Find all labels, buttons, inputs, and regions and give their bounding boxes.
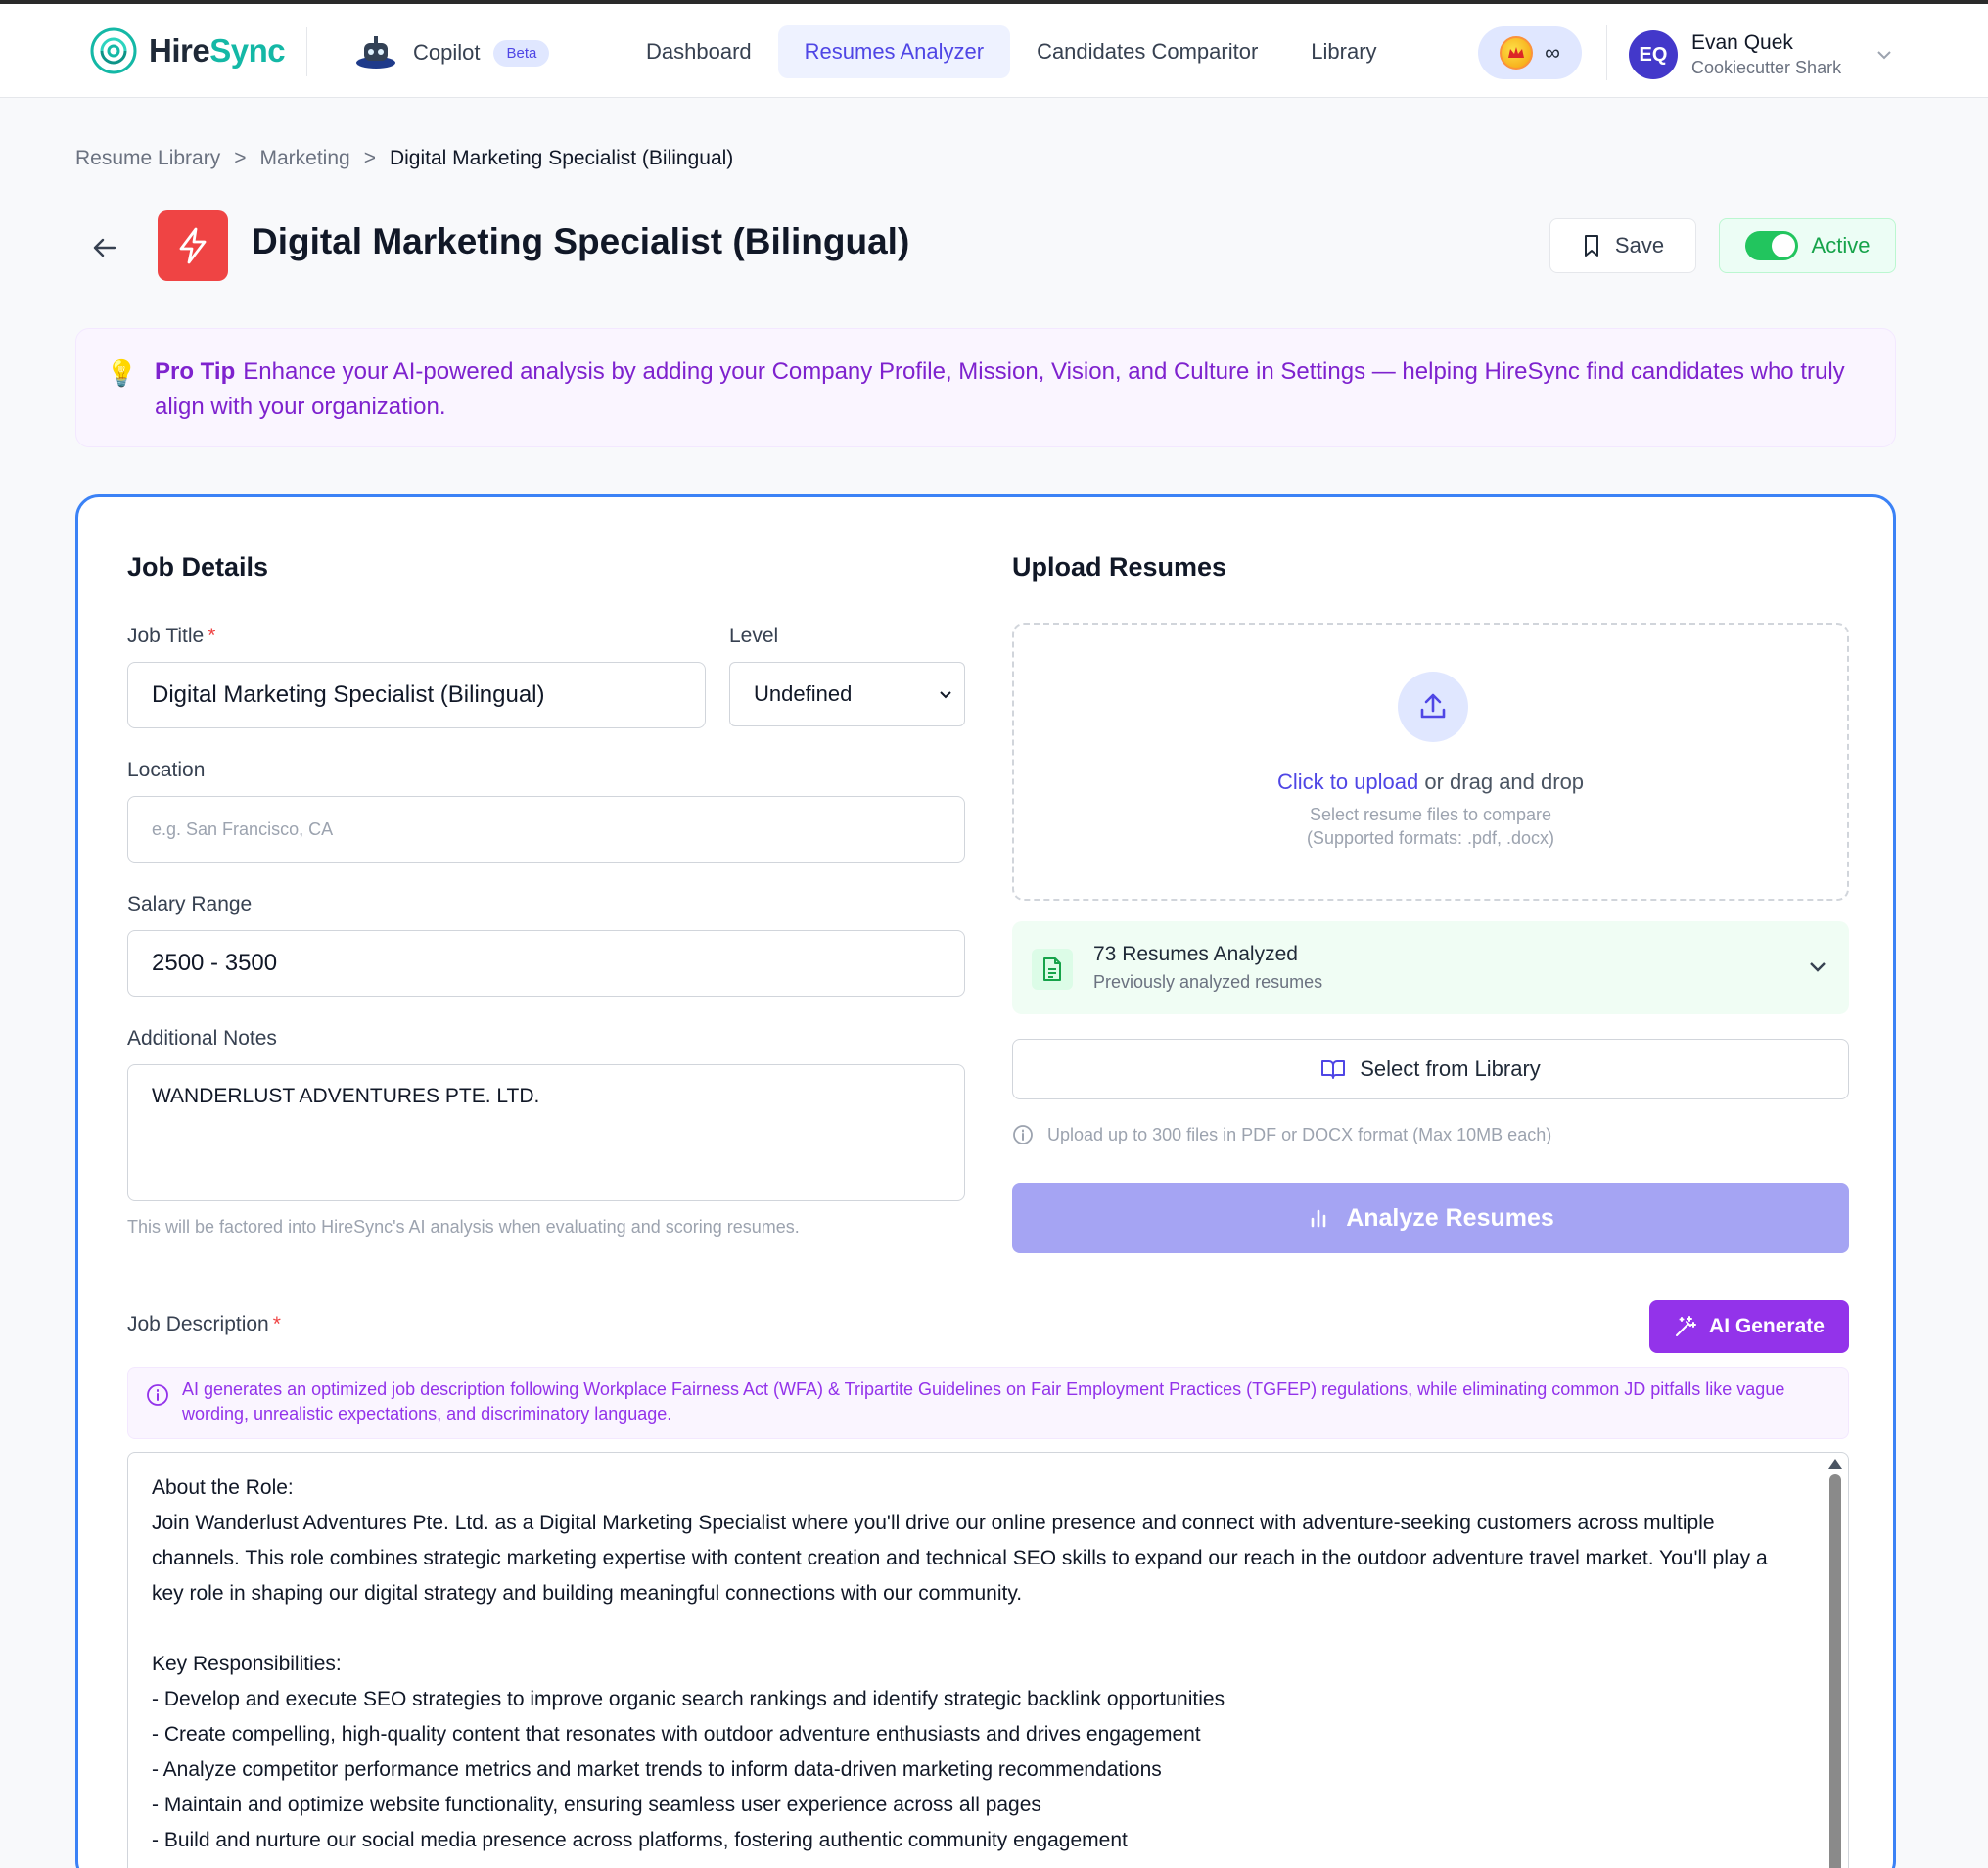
- user-subtitle: Cookiecutter Shark: [1691, 58, 1842, 77]
- location-input[interactable]: e.g. San Francisco, CA: [127, 796, 965, 863]
- resume-dropzone[interactable]: [1012, 623, 1849, 901]
- select-from-library-label: Select from Library: [1360, 1056, 1541, 1081]
- chevron-down-icon: [937, 685, 954, 703]
- nav-resumes-analyzer[interactable]: Resumes Analyzer: [778, 25, 1010, 78]
- pro-tip-label: Pro Tip: [155, 358, 236, 385]
- salary-range-input[interactable]: 2500 - 3500: [127, 930, 965, 997]
- ai-generate-note-text: AI generates an optimized job description following Workplace Fairness Act (WFA) & Tripartite Guidelines on Fair Employment Practices (TGFEP) regulations, while eliminating common JD pitfalls like vague wording, unrealistic expectations, and discriminatory language.: [182, 1379, 1785, 1424]
- breadcrumb-current: Digital Marketing Specialist (Bilingual): [389, 147, 734, 169]
- save-button[interactable]: [1549, 218, 1696, 273]
- chevron-down-icon: [1874, 45, 1894, 65]
- upload-icon: [1398, 672, 1468, 742]
- job-title-input[interactable]: Digital Marketing Specialist (Bilingual): [127, 662, 706, 728]
- copilot-label: Copilot: [413, 40, 481, 65]
- nav-library[interactable]: Library: [1311, 39, 1377, 64]
- ai-generate-button[interactable]: [1649, 1300, 1849, 1353]
- brand-logo-icon: [88, 25, 139, 76]
- copilot-link[interactable]: [352, 31, 549, 74]
- select-from-library-button[interactable]: [1012, 1039, 1849, 1099]
- bar-chart-icon: [1307, 1206, 1330, 1230]
- analyzed-subtitle: Previously analyzed resumes: [1093, 972, 1323, 992]
- status-toggle-button[interactable]: [1719, 218, 1896, 273]
- beta-badge: Beta: [493, 40, 549, 67]
- job-description-scrollbar[interactable]: [1828, 1459, 1842, 1868]
- info-icon: [146, 1383, 169, 1407]
- user-name: Evan Quek: [1691, 31, 1793, 54]
- nav-divider: [306, 27, 307, 76]
- additional-notes-label: Additional Notes: [127, 1027, 277, 1050]
- scrollbar-thumb[interactable]: [1829, 1474, 1841, 1868]
- status-label: Active: [1811, 233, 1871, 257]
- upload-limit-text: Upload up to 300 files in PDF or DOCX format (Max 10MB each): [1047, 1124, 1552, 1144]
- job-title-label: Job Title *: [127, 625, 216, 647]
- page-title: Digital Marketing Specialist (Bilingual): [252, 221, 910, 261]
- pro-tip-message: Enhance your AI-powered analysis by adding your Company Profile, Mission, Vision, and Culture in Settings — helping HireSync find candidates who truly align with your organization.: [155, 358, 1845, 420]
- top-navbar: [0, 4, 1988, 98]
- breadcrumb-separator: >: [363, 147, 376, 169]
- user-menu[interactable]: [1629, 27, 1894, 82]
- back-button[interactable]: [88, 231, 121, 264]
- info-icon: [1012, 1124, 1034, 1145]
- level-value: Undefined: [754, 681, 853, 706]
- job-form-card: [75, 494, 1896, 1868]
- magic-wand-icon: [1674, 1315, 1697, 1338]
- notes-hint: This will be factored into HireSync's AI analysis when evaluating and scoring resumes.: [127, 1217, 800, 1237]
- breadcrumb-marketing[interactable]: Marketing: [259, 147, 350, 169]
- breadcrumb-resume-library[interactable]: Resume Library: [75, 147, 221, 169]
- job-description-label: Job Description *: [127, 1313, 281, 1335]
- ai-generate-label: AI Generate: [1709, 1315, 1825, 1337]
- pro-tip-banner: [75, 328, 1896, 447]
- user-info: [1691, 31, 1841, 78]
- crown-coin-icon: [1500, 36, 1533, 70]
- bookmark-icon: [1582, 234, 1601, 257]
- upload-limit-note: [1012, 1124, 1551, 1145]
- scroll-up-arrow-icon[interactable]: [1828, 1459, 1842, 1469]
- analyze-resumes-button[interactable]: [1012, 1183, 1849, 1253]
- job-description-text: About the Role: Join Wanderlust Adventures Pte. Ltd. as a Digital Marketing Specialist where you'll drive our online presence and connect with adventure-seeking customers across multiple channels. This role combines strategic marketing expertise with content creation and technical SEO skills to expand our reach in the outdoor adventure travel market. You'll play a key role in shaping our digital strategy and building meaningful connections with our community. Key Responsibilities: - Develop and execute SEO strategies to improve organic search rankings and identify strategic backlink opportunities - Create compelling, high-quality content that resonates with outdoor adventure enthusiasts and drives engagement - Analyze competitor performance metrics and market trends to inform data-driven marketing recommendations - Maintain and optimize website functionality, ensuring seamless user experience across all pages - Build and nurture our social media presence across platforms, fostering authentic community engagement: [152, 1476, 1768, 1851]
- book-open-icon: [1320, 1058, 1346, 1080]
- nav-dashboard[interactable]: Dashboard: [646, 39, 752, 64]
- level-select[interactable]: [729, 662, 965, 726]
- arrow-left-icon: [91, 234, 118, 261]
- additional-notes-textarea[interactable]: WANDERLUST ADVENTURES PTE. LTD.: [127, 1064, 965, 1201]
- lightning-icon: [158, 210, 228, 281]
- breadcrumb: [75, 147, 733, 170]
- salary-range-label: Salary Range: [127, 893, 253, 915]
- dropzone-formats: (Supported formats: .pdf, .docx): [1306, 828, 1555, 848]
- location-label: Location: [127, 759, 206, 781]
- job-details-title: Job Details: [127, 552, 269, 582]
- pro-tip-text: [155, 354, 1856, 425]
- status-toggle[interactable]: [1745, 231, 1798, 260]
- analyze-resumes-label: Analyze Resumes: [1346, 1203, 1554, 1232]
- save-label: Save: [1614, 233, 1665, 257]
- nav-candidates-comparitor[interactable]: Candidates Comparitor: [1037, 39, 1259, 64]
- credits-badge[interactable]: [1478, 26, 1582, 79]
- analyzed-resumes-panel[interactable]: [1012, 921, 1849, 1014]
- chevron-down-icon[interactable]: [1806, 955, 1829, 978]
- dropzone-hint: Select resume files to compare: [1309, 805, 1552, 824]
- breadcrumb-separator: >: [234, 147, 247, 169]
- ai-generate-note: [127, 1367, 1849, 1439]
- document-icon: [1032, 949, 1073, 990]
- brand-name: HireSync: [149, 32, 286, 69]
- upload-resumes-title: Upload Resumes: [1012, 552, 1227, 582]
- credits-value: ∞: [1545, 40, 1560, 65]
- lightbulb-icon: 💡: [106, 358, 138, 388]
- main-nav: [620, 25, 1404, 78]
- brand-logo[interactable]: [88, 23, 285, 78]
- click-to-upload-link[interactable]: Click to upload: [1276, 770, 1419, 794]
- avatar: EQ: [1629, 30, 1678, 79]
- job-description-textarea[interactable]: [127, 1452, 1849, 1868]
- analyzed-count: 73 Resumes Analyzed: [1093, 943, 1298, 965]
- level-label: Level: [729, 625, 779, 647]
- nav-divider: [1606, 25, 1607, 80]
- copilot-robot-icon: [352, 33, 399, 72]
- dropzone-instruction: Click to upload or drag and drop: [1276, 770, 1585, 794]
